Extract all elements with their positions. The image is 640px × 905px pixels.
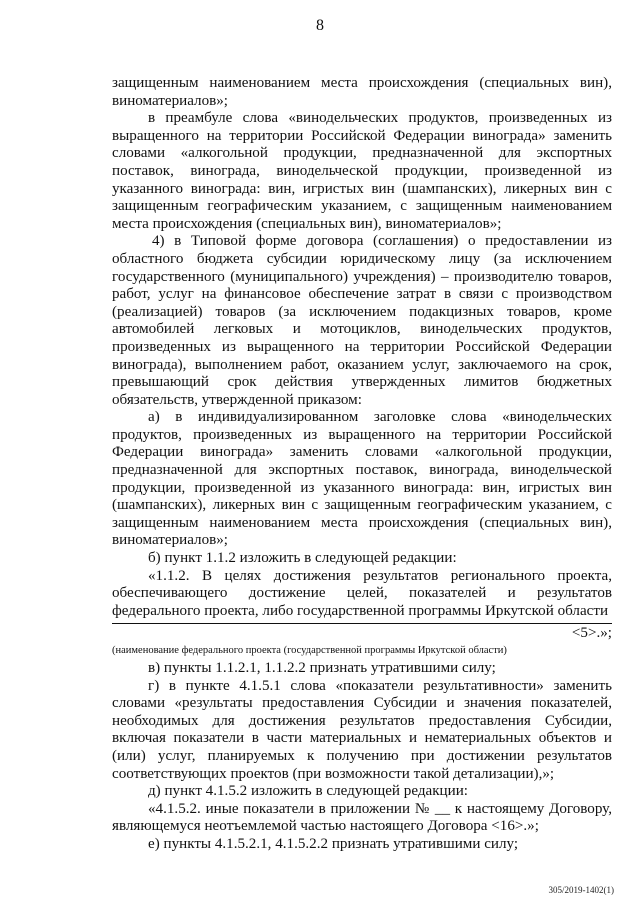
paragraph-clause-1-1-2: «1.1.2. В целях достижения результатов регионального проекта, обеспечивающего достижение целей, показателей и результатов федерального проекта, либо государственной программы Иркутской области — [112, 567, 612, 619]
document-body — [112, 75, 612, 854]
paragraph-item-4: 4) в Типовой форме договора (соглашения) о предоставлении из областного бюджета субсидии юридическому лицу (за исключением государственного (муниципального) учреждения) – производителю товаров, работ, услуг на финансовое обеспечение затрат в связи с производством (реализацией) товаров (за исключением подакцизных товаров, кроме автомобилей легковых и мотоциклов, винодельческих продуктов, произведенных из выращенного на территории Российской Федерации винограда), выполнением работ, оказанием услуг, заключаемого на срок, превышающий срок действия утвержденных лимитов бюджетных обязательств, утвержденной приказом: — [112, 233, 612, 408]
paragraph-preamble-amendment: в преамбуле слова «винодельческих продуктов, произведенных из выращенного на территории Российской Федерации винограда» заменить словами «алкогольной продукции, предназначенной для экспортных поставок, винограда, винодельческой продукции, произведенной из указанного винограда: вин, игристых вин (шампанских), ликерных вин с защищенным географическим указанием, с защищенным наименованием места происхождения (специальных вин), виноматериалов»; — [112, 110, 612, 232]
paragraph-subitem-e: е) пункты 4.1.5.2.1, 4.1.5.2.2 признать утратившими силу; — [148, 835, 519, 852]
paragraph-subitem-b: б) пункт 1.1.2 изложить в следующей редакции: — [148, 550, 457, 567]
paragraph-clause-4-1-5-2: «4.1.5.2. иные показатели в приложении № __ к настоящему Договору, являющемуся неотъемлемой частью настоящего Договора <16>.»; — [112, 800, 612, 835]
paragraph-subitem-a: а) в индивидуализированном заголовке слова «винодельческих продуктов, произведенных из выращенного на территории Российской Федерации винограда» заменить словами «алкогольной продукции, предназначенной для экспортных поставок, винограда, винодельческой продукции, произведенной из указанного винограда: вин, игристых вин (шампанских), ликерных вин с защищенным географическим указанием, с защищенным наименованием места происхождения (специальных вин), виноматериалов»; — [112, 409, 612, 549]
document-id: 305/2019-1402(1) — [548, 885, 614, 895]
blank-line-caption: (наименование федерального проекта (государственной программы Иркутской области) — [112, 645, 507, 656]
fill-in-blank-line — [112, 620, 612, 624]
footnote-reference-5: <5>.»; — [571, 625, 612, 642]
paragraph-subitem-g: г) в пункте 4.1.5.1 слова «показатели результативности» заменить словами «результаты предоставления Субсидии и значения показателей, необходимых для достижения результатов предоставления Субсидии, включая показатели в части материальных и нематериальных объектов и (или) услуг, планируемых к получению при достижении результатов соответствующих проектов (при возможности такой детализации),»; — [112, 677, 612, 782]
paragraph-subitem-d: д) пункт 4.1.5.2 изложить в следующей редакции: — [148, 783, 468, 800]
paragraph-continuation: защищенным наименованием места происхождения (специальных вин), виноматериалов»; — [112, 75, 612, 109]
page-number: 8 — [316, 17, 324, 34]
paragraph-subitem-v: в) пункты 1.1.2.1, 1.1.2.2 признать утратившими силу; — [148, 660, 496, 676]
